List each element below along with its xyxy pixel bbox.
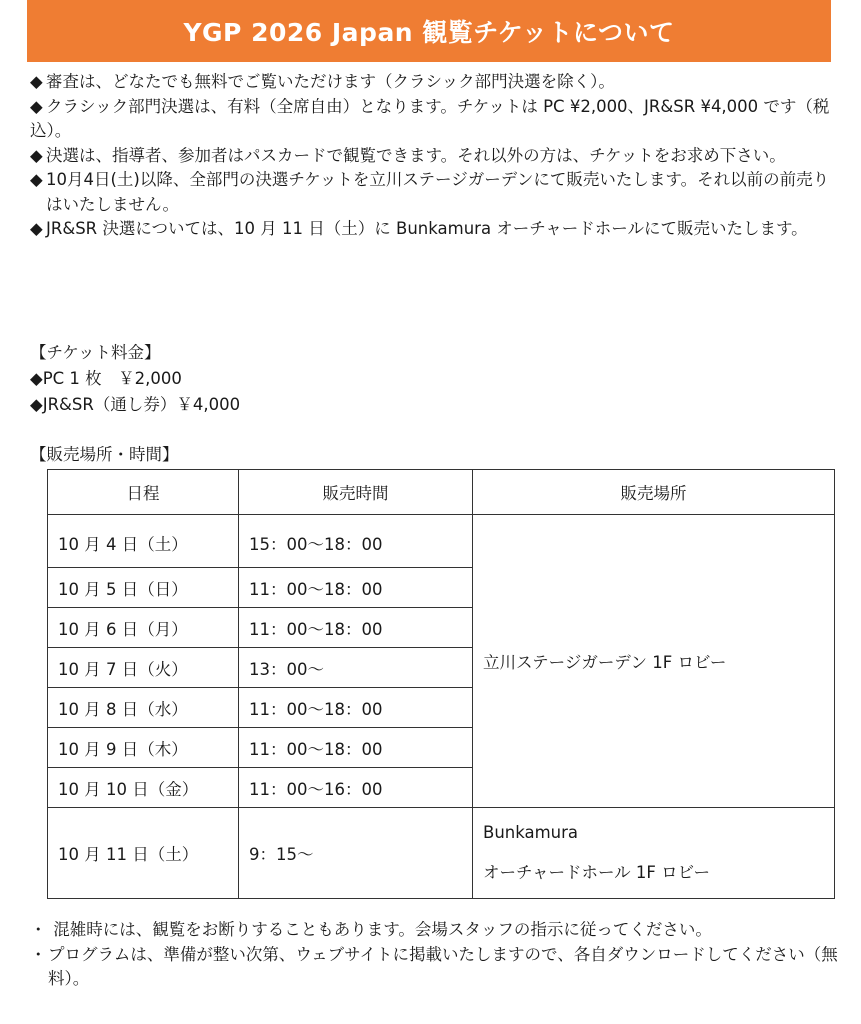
price-item: ◆JR&SR（通し券）￥4,000 (30, 395, 241, 414)
table-header-row (48, 470, 835, 515)
table-row: 10 月 7 日（火） 13：00〜 (48, 648, 835, 688)
page-title: YGP 2026 Japan 観覧チケットについて (183, 18, 675, 47)
diamond-icon: ◆ (30, 72, 43, 91)
table-row: 10 月 8 日（水） 11：00〜18：00 (48, 688, 835, 728)
dot-icon: ・ (30, 944, 47, 964)
diamond-icon: ◆ (30, 219, 43, 238)
page-title-banner (27, 0, 831, 62)
venue-bunkamura: Bunkamura オーチャードホール 1F ロビー (473, 808, 835, 899)
diamond-icon: ◆ (30, 170, 43, 189)
table-row: 10 月 4 日（土） 15：00〜18：00 立川ステージガーデン 1F ロビー (48, 515, 835, 568)
table-row: 10 月 5 日（日） 11：00〜18：00 (48, 568, 835, 608)
venue-tachikawa: 立川ステージガーデン 1F ロビー (473, 515, 835, 808)
footer-item: ・ 混雑時には、観覧をお断りすることもあります。会場スタッフの指示に従ってください。 (30, 918, 840, 943)
table-row: 10 月 6 日（月） 11：00〜18：00 (48, 608, 835, 648)
footer-notes (30, 918, 840, 992)
column-header-date: 日程 (48, 470, 239, 515)
price-heading: 【チケット料金】 (30, 343, 161, 362)
note-item: ◆ クラシック部門決選は、有料（全席自由）となります。チケットは PC ¥2,000、JR&SR ¥4,000 です（税込）。 (30, 96, 830, 140)
note-item: ◆ 10月4日(土)以降、全部門の決選チケットを立川ステージガーデンにて販売いたします。それ以前の前売りはいたしません。 (30, 170, 830, 214)
column-header-venue: 販売場所 (473, 470, 835, 515)
price-section (30, 340, 240, 418)
note-item: ◆ JR&SR 決選については、10 月 11 日（土）に Bunkamura オーチャードホールにて販売いたします。 (30, 217, 840, 242)
column-header-time: 販売時間 (239, 470, 473, 515)
table-row: 10 月 11 日（土） 9：15〜 Bunkamura オーチャードホール 1F ロビー (48, 808, 835, 899)
footer-item: ・プログラムは、準備が整い次第、ウェブサイトに掲載いたしますので、各自ダウンロードしてください（無料）。 (30, 944, 838, 988)
dot-icon: ・ (30, 920, 47, 939)
notes-list (30, 70, 840, 242)
table-row: 10 月 9 日（木） 11：00〜18：00 (48, 728, 835, 768)
diamond-icon: ◆ (30, 369, 43, 388)
diamond-icon: ◆ (30, 145, 43, 165)
note-item: ◆ 決選は、指導者、参加者はパスカードで観覧できます。それ以外の方は、チケットをお求め下さい。 (30, 144, 840, 169)
note-item: ◆ 審査は、どなたでも無料でご覧いただけます（クラシック部門決選を除く）。 (30, 70, 840, 95)
table-row: 10 月 10 日（金） 11：00〜16：00 (48, 768, 835, 808)
diamond-icon: ◆ (30, 395, 43, 414)
diamond-icon: ◆ (30, 96, 43, 116)
price-item: ◆PC 1 枚 ￥2,000 (30, 369, 182, 388)
sales-table (47, 469, 835, 899)
sales-heading: 【販売場所・時間】 (30, 445, 179, 464)
